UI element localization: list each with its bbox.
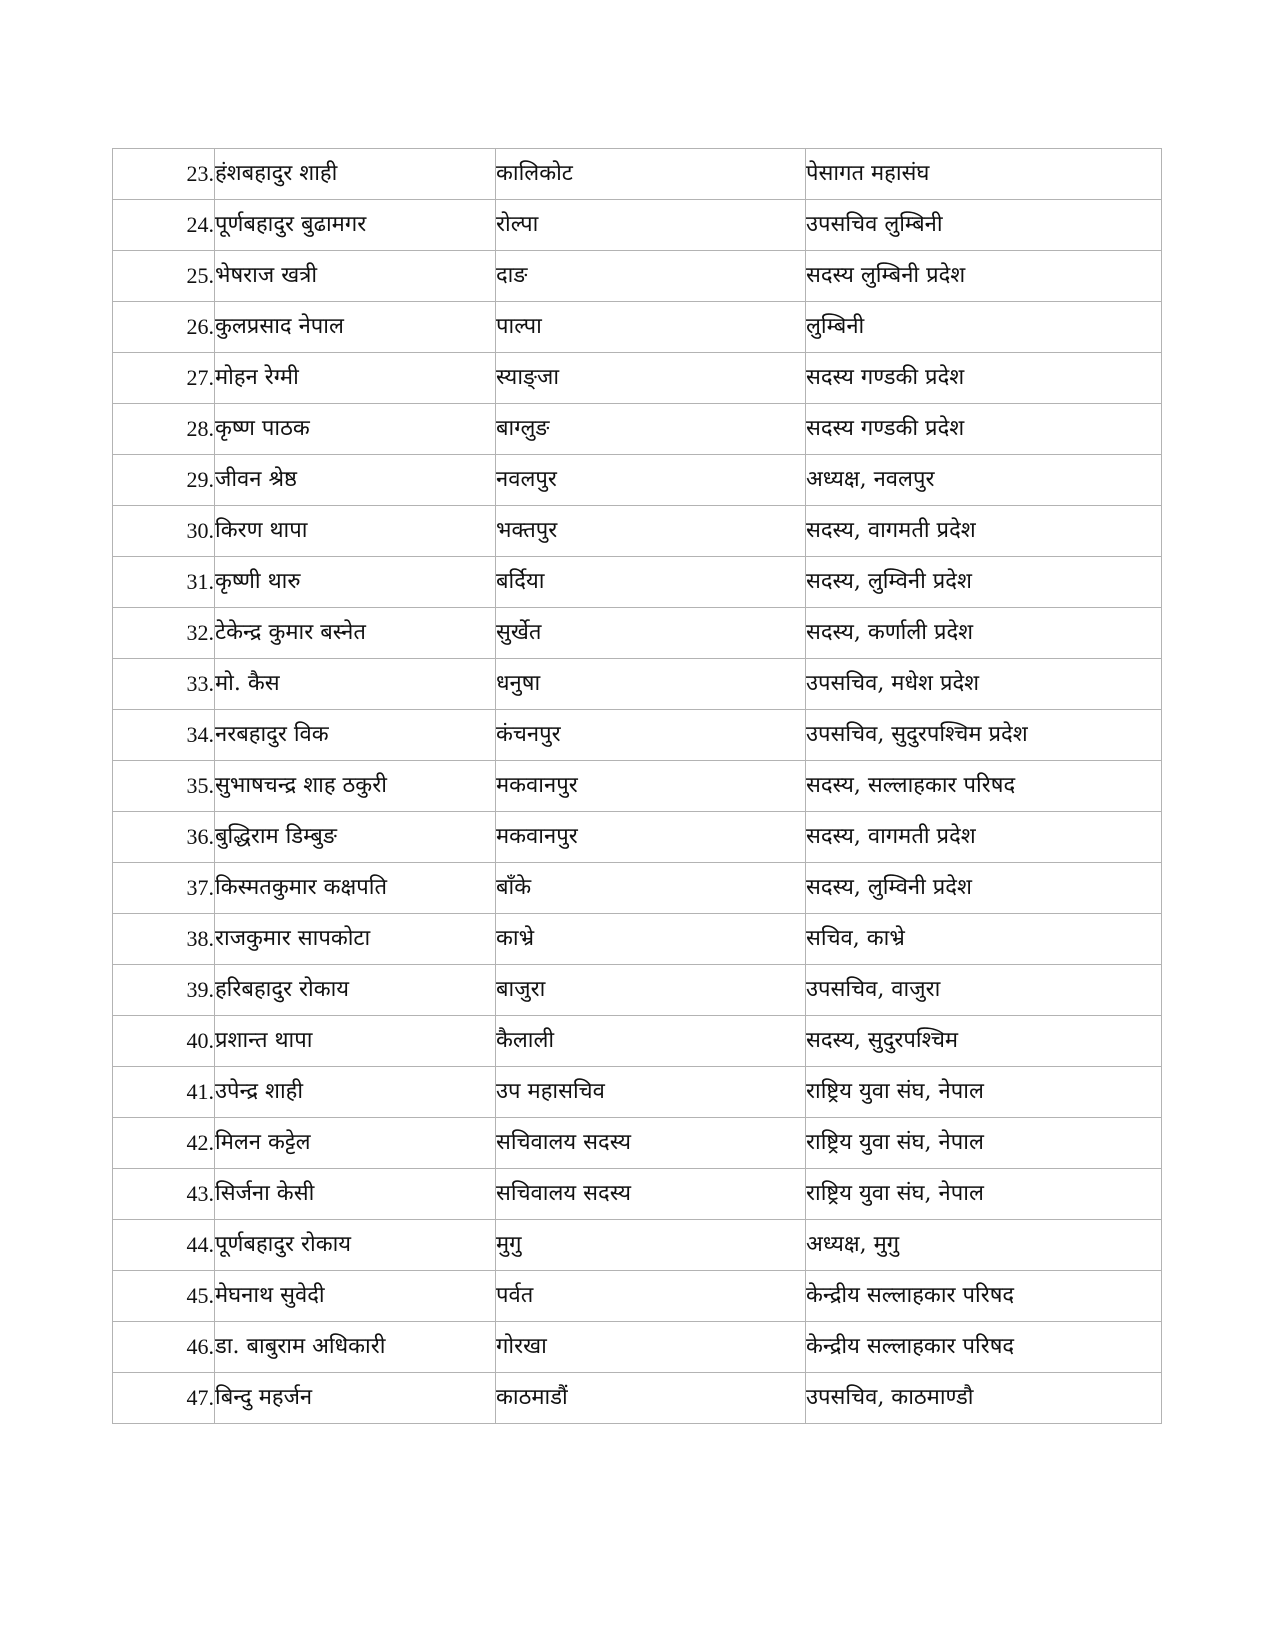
member-position: उपसचिव, सुदुरपश्चिम प्रदेश <box>806 710 1162 761</box>
table-row <box>113 506 1162 557</box>
member-district: कंचनपुर <box>496 710 806 761</box>
member-name: मिलन कट्टेल <box>215 1118 496 1169</box>
member-position: सचिव, काभ्रे <box>806 914 1162 965</box>
member-position: उपसचिव लुम्बिनी <box>806 200 1162 251</box>
member-district: नवलपुर <box>496 455 806 506</box>
member-position: राष्ट्रिय युवा संघ, नेपाल <box>806 1169 1162 1220</box>
row-number: 47. <box>113 1373 215 1424</box>
member-position: सदस्य गण्डकी प्रदेश <box>806 404 1162 455</box>
member-position: सदस्य, लुम्विनी प्रदेश <box>806 863 1162 914</box>
table-row <box>113 1067 1162 1118</box>
member-district: बाग्लुङ <box>496 404 806 455</box>
member-district: मकवानपुर <box>496 812 806 863</box>
row-number: 34. <box>113 710 215 761</box>
table-row <box>113 557 1162 608</box>
table-row <box>113 1271 1162 1322</box>
table-row <box>113 761 1162 812</box>
member-name: नरबहादुर विक <box>215 710 496 761</box>
row-number: 36. <box>113 812 215 863</box>
table-row <box>113 455 1162 506</box>
member-name: बिन्दु महर्जन <box>215 1373 496 1424</box>
member-position: उपसचिव, वाजुरा <box>806 965 1162 1016</box>
member-position: अध्यक्ष, नवलपुर <box>806 455 1162 506</box>
table-row <box>113 1220 1162 1271</box>
row-number: 40. <box>113 1016 215 1067</box>
table-row <box>113 914 1162 965</box>
member-name: कृष्ण पाठक <box>215 404 496 455</box>
member-name: जीवन श्रेष्ठ <box>215 455 496 506</box>
member-district: सचिवालय सदस्य <box>496 1118 806 1169</box>
table-row <box>113 302 1162 353</box>
member-district: स्याङ्जा <box>496 353 806 404</box>
member-name: प्रशान्त थापा <box>215 1016 496 1067</box>
row-number: 28. <box>113 404 215 455</box>
table-row <box>113 659 1162 710</box>
member-district: काभ्रे <box>496 914 806 965</box>
row-number: 24. <box>113 200 215 251</box>
row-number: 31. <box>113 557 215 608</box>
member-name: मोहन रेग्मी <box>215 353 496 404</box>
member-name: कुलप्रसाद नेपाल <box>215 302 496 353</box>
member-district: काठमाडौं <box>496 1373 806 1424</box>
member-position: सदस्य गण्डकी प्रदेश <box>806 353 1162 404</box>
row-number: 25. <box>113 251 215 302</box>
member-district: मुगु <box>496 1220 806 1271</box>
member-position: केन्द्रीय सल्लाहकार परिषद <box>806 1271 1162 1322</box>
member-district: मकवानपुर <box>496 761 806 812</box>
member-district: कालिकोट <box>496 149 806 200</box>
table-row <box>113 353 1162 404</box>
member-district: भक्तपुर <box>496 506 806 557</box>
row-number: 44. <box>113 1220 215 1271</box>
member-name: सिर्जना केसी <box>215 1169 496 1220</box>
table-row <box>113 710 1162 761</box>
member-position: उपसचिव, मधेश प्रदेश <box>806 659 1162 710</box>
member-position: राष्ट्रिय युवा संघ, नेपाल <box>806 1118 1162 1169</box>
row-number: 39. <box>113 965 215 1016</box>
table-row <box>113 1373 1162 1424</box>
table-row <box>113 1016 1162 1067</box>
row-number: 46. <box>113 1322 215 1373</box>
member-name: राजकुमार सापकोटा <box>215 914 496 965</box>
member-name: पूर्णबहादुर रोकाय <box>215 1220 496 1271</box>
table-row <box>113 1118 1162 1169</box>
member-name: किस्मतकुमार कक्षपति <box>215 863 496 914</box>
member-position: केन्द्रीय सल्लाहकार परिषद <box>806 1322 1162 1373</box>
member-position: सदस्य, कर्णाली प्रदेश <box>806 608 1162 659</box>
table-row <box>113 404 1162 455</box>
member-district: सचिवालय सदस्य <box>496 1169 806 1220</box>
member-position: उपसचिव, काठमाण्डौ <box>806 1373 1162 1424</box>
member-name: मेघनाथ सुवेदी <box>215 1271 496 1322</box>
row-number: 33. <box>113 659 215 710</box>
table-row <box>113 1322 1162 1373</box>
member-name: भेषराज खत्री <box>215 251 496 302</box>
member-district: कैलाली <box>496 1016 806 1067</box>
member-district: बाँके <box>496 863 806 914</box>
row-number: 38. <box>113 914 215 965</box>
table-row <box>113 251 1162 302</box>
member-table-body <box>113 149 1162 1424</box>
member-position: सदस्य, वागमती प्रदेश <box>806 812 1162 863</box>
table-row <box>113 608 1162 659</box>
member-district: पर्वत <box>496 1271 806 1322</box>
member-name: पूर्णबहादुर बुढामगर <box>215 200 496 251</box>
member-district: दाङ <box>496 251 806 302</box>
member-name: सुभाषचन्द्र शाह ठकुरी <box>215 761 496 812</box>
row-number: 45. <box>113 1271 215 1322</box>
member-position: राष्ट्रिय युवा संघ, नेपाल <box>806 1067 1162 1118</box>
row-number: 26. <box>113 302 215 353</box>
row-number: 29. <box>113 455 215 506</box>
row-number: 41. <box>113 1067 215 1118</box>
table-row <box>113 863 1162 914</box>
member-district: धनुषा <box>496 659 806 710</box>
member-name: टेकेन्द्र कुमार बस्नेत <box>215 608 496 659</box>
member-district: रोल्पा <box>496 200 806 251</box>
member-position: पेसागत महासंघ <box>806 149 1162 200</box>
row-number: 23. <box>113 149 215 200</box>
member-name: उपेन्द्र शाही <box>215 1067 496 1118</box>
member-position: सदस्य, वागमती प्रदेश <box>806 506 1162 557</box>
row-number: 35. <box>113 761 215 812</box>
table-row <box>113 1169 1162 1220</box>
member-name: किरण थापा <box>215 506 496 557</box>
member-name: हरिबहादुर रोकाय <box>215 965 496 1016</box>
table-row <box>113 812 1162 863</box>
member-district: उप महासचिव <box>496 1067 806 1118</box>
row-number: 30. <box>113 506 215 557</box>
member-position: सदस्य लुम्बिनी प्रदेश <box>806 251 1162 302</box>
member-name: डा. बाबुराम अधिकारी <box>215 1322 496 1373</box>
member-position: सदस्य, लुम्विनी प्रदेश <box>806 557 1162 608</box>
member-position: अध्यक्ष, मुगु <box>806 1220 1162 1271</box>
member-district: सुर्खेत <box>496 608 806 659</box>
member-position: सदस्य, सल्लाहकार परिषद <box>806 761 1162 812</box>
row-number: 32. <box>113 608 215 659</box>
member-name: कृष्णी थारु <box>215 557 496 608</box>
member-table <box>112 148 1162 1424</box>
member-district: पाल्पा <box>496 302 806 353</box>
row-number: 37. <box>113 863 215 914</box>
row-number: 42. <box>113 1118 215 1169</box>
table-row <box>113 200 1162 251</box>
member-position: लुम्बिनी <box>806 302 1162 353</box>
table-row <box>113 149 1162 200</box>
row-number: 43. <box>113 1169 215 1220</box>
member-district: बर्दिया <box>496 557 806 608</box>
member-name: मो. कैस <box>215 659 496 710</box>
row-number: 27. <box>113 353 215 404</box>
member-position: सदस्य, सुदुरपश्चिम <box>806 1016 1162 1067</box>
member-district: गोरखा <box>496 1322 806 1373</box>
member-name: बुद्धिराम डिम्बुङ <box>215 812 496 863</box>
table-row <box>113 965 1162 1016</box>
member-name: हंशबहादुर शाही <box>215 149 496 200</box>
member-district: बाजुरा <box>496 965 806 1016</box>
